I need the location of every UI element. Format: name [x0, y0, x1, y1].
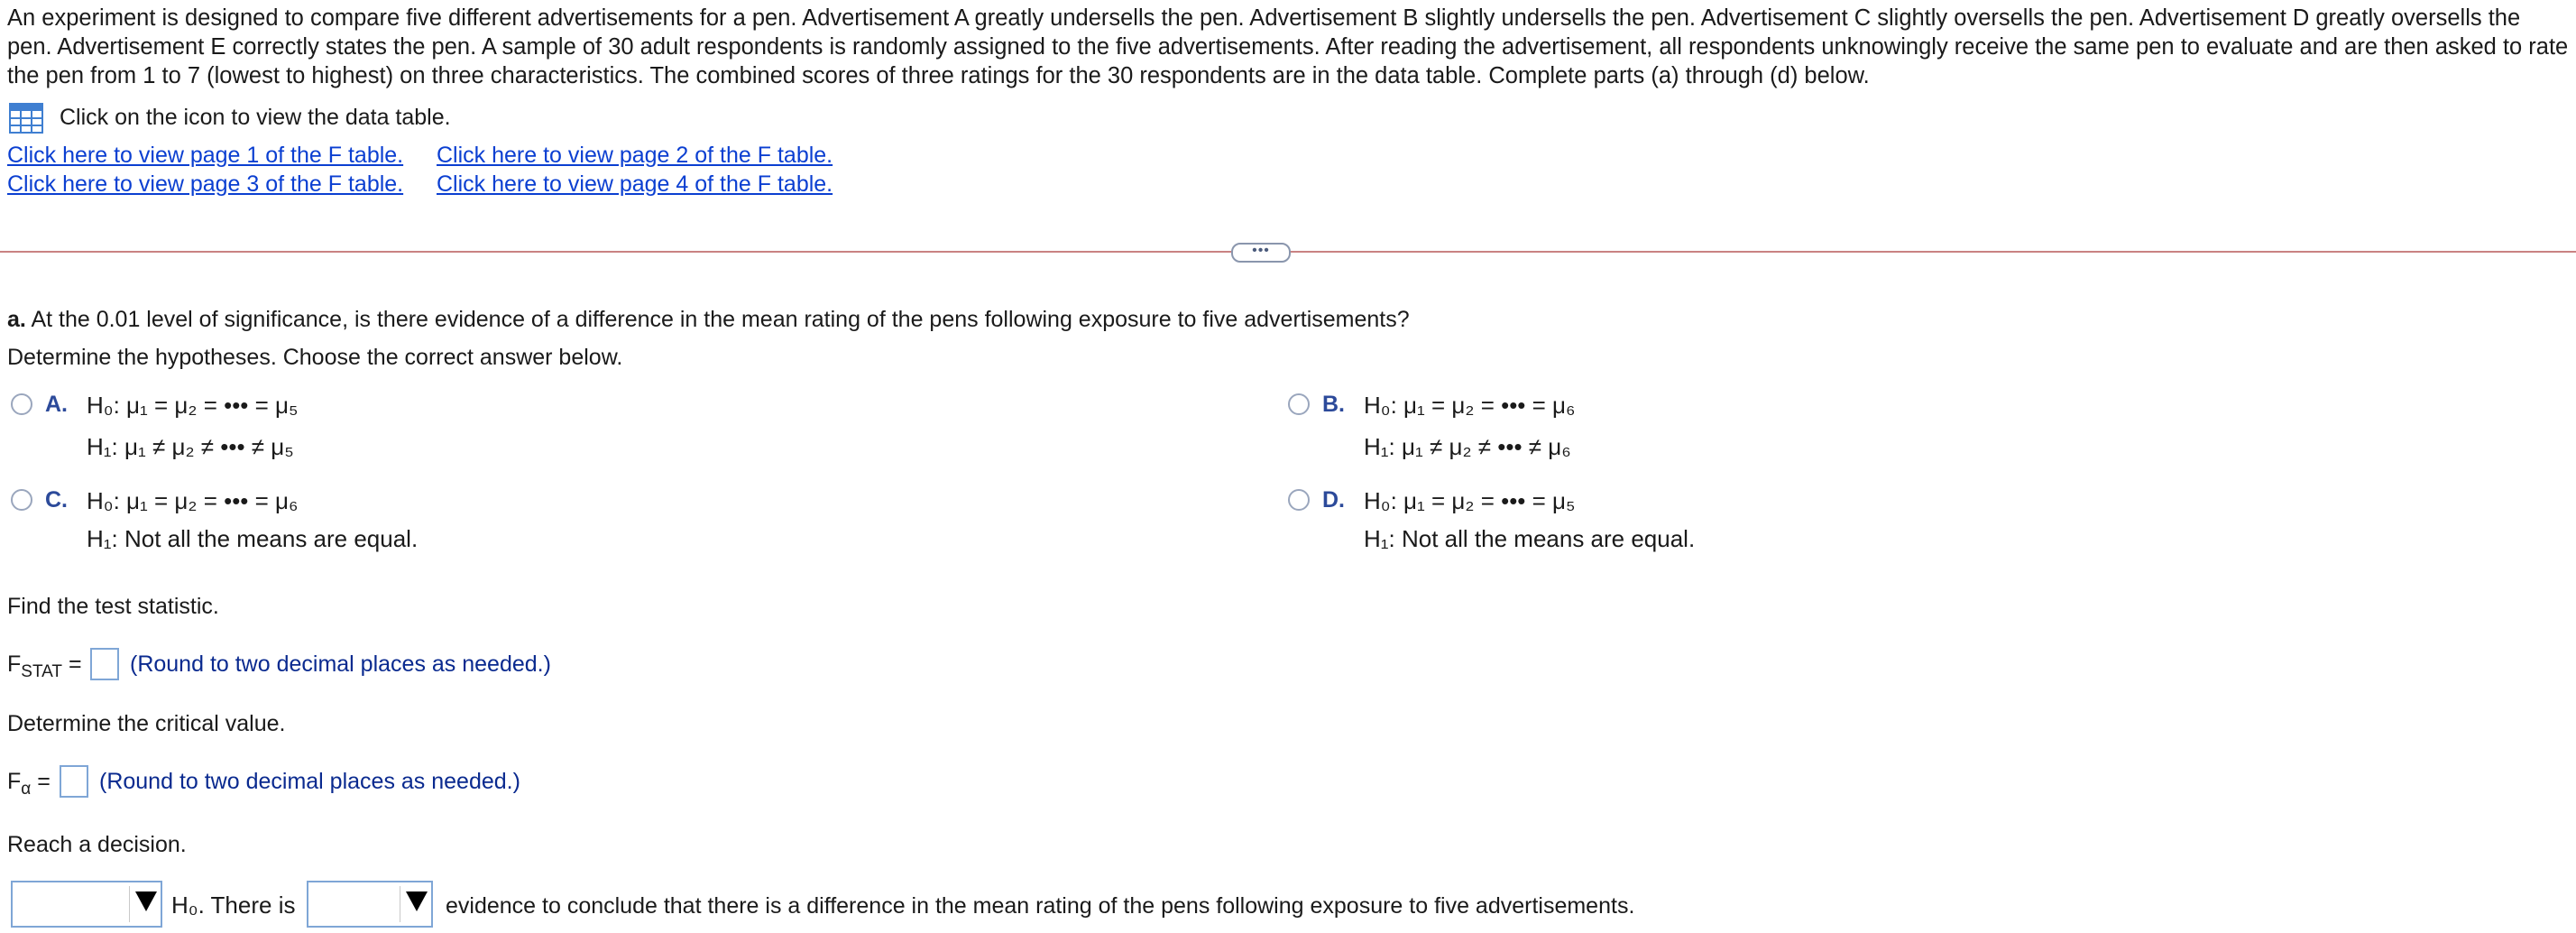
- option-c-radio[interactable]: [11, 489, 32, 511]
- falpha-f: F: [7, 769, 22, 794]
- fstat-equals: =: [68, 651, 82, 677]
- evidence-dropdown[interactable]: [307, 881, 433, 928]
- f-table-page-1-link[interactable]: Click here to view page 1 of the F table.: [7, 143, 404, 168]
- option-b-h1: H₁: μ₁ ≠ μ₂ ≠ ••• ≠ μ₆: [1364, 433, 1571, 460]
- option-c-h1: H₁: Not all the means are equal.: [87, 525, 419, 552]
- falpha-subscript: α: [21, 780, 32, 799]
- option-a-h1: H₁: μ₁ ≠ μ₂ ≠ ••• ≠ μ₅: [87, 433, 294, 460]
- expand-more-button[interactable]: •••: [1231, 243, 1291, 263]
- f-table-page-2-link[interactable]: Click here to view page 2 of the F table.: [437, 143, 833, 168]
- critical-value-prompt: Determine the critical value.: [7, 711, 286, 736]
- part-a-question-text: At the 0.01 level of significance, is there evidence of a difference in the mean rating of the pens following exposure to five advertisements?: [31, 307, 1410, 332]
- option-b-letter: B.: [1322, 392, 1345, 417]
- option-d-h0: H₀: μ₁ = μ₂ = ••• = μ₅: [1364, 487, 1576, 514]
- data-table-icon[interactable]: [9, 103, 43, 134]
- part-a-label: a.: [7, 307, 26, 332]
- falpha-input[interactable]: [60, 765, 88, 798]
- option-a-radio[interactable]: [11, 393, 32, 415]
- fstat-f: F: [7, 651, 22, 677]
- f-table-page-3-link[interactable]: Click here to view page 3 of the F table.: [7, 171, 404, 197]
- option-d-h1: H₁: Not all the means are equal.: [1364, 525, 1696, 552]
- fstat-round-hint: (Round to two decimal places as needed.): [130, 651, 551, 677]
- falpha-equals: =: [37, 769, 51, 794]
- dropdown-arrow-icon: [135, 891, 157, 911]
- fstat-label: [7, 650, 82, 687]
- option-b-h0: H₀: μ₁ = μ₂ = ••• = μ₆: [1364, 392, 1576, 419]
- fstat-input[interactable]: [90, 648, 119, 680]
- f-table-page-4-link[interactable]: Click here to view page 4 of the F table.: [437, 171, 833, 197]
- reject-decision-dropdown[interactable]: [11, 881, 162, 928]
- problem-statement: An experiment is designed to compare five different advertisements for a pen. Advertisement A greatly undersells the pen. Advertisement B slightly undersells the pen. Advertisement C slightly oversells the pen. Advertisement D greatly oversells the pen. Advertisement E correctly states the pen. A sample of 30 adult respondents is randomly assigned to the five advertisements. After reading the advertisement, all respondents unknowingly receive the same pen to evaluate and are then asked to rate the pen from 1 to 7 (lowest to highest) on three characteristics. The combined scores of three ratings for the 30 respondents are in the data table. Complete parts (a) through (d) below.: [7, 5, 2569, 88]
- dropdown-arrow-icon: [406, 891, 428, 911]
- test-statistic-prompt: Find the test statistic.: [7, 594, 219, 619]
- hypotheses-prompt: Determine the hypotheses. Choose the correct answer below.: [7, 345, 623, 370]
- decision-text-2: evidence to conclude that there is a difference in the mean rating of the pens following exposure to five advertisements.: [446, 893, 1635, 919]
- data-table-prompt: Click on the icon to view the data table.: [60, 105, 451, 130]
- option-a-letter: A.: [45, 392, 68, 417]
- option-c-h0: H₀: μ₁ = μ₂ = ••• = μ₆: [87, 487, 299, 514]
- option-d-radio[interactable]: [1288, 489, 1310, 511]
- option-a-h0: H₀: μ₁ = μ₂ = ••• = μ₅: [87, 392, 299, 419]
- option-c-letter: C.: [45, 487, 68, 513]
- option-b-radio[interactable]: [1288, 393, 1310, 415]
- decision-text-1: H₀. There is: [171, 891, 296, 919]
- decision-prompt: Reach a decision.: [7, 832, 187, 857]
- falpha-label: [7, 767, 51, 804]
- fstat-subscript: STAT: [21, 662, 63, 681]
- option-d-letter: D.: [1322, 487, 1345, 513]
- falpha-round-hint: (Round to two decimal places as needed.): [99, 769, 520, 794]
- part-a-question: [7, 305, 1410, 334]
- dropdown-separator: [129, 886, 130, 922]
